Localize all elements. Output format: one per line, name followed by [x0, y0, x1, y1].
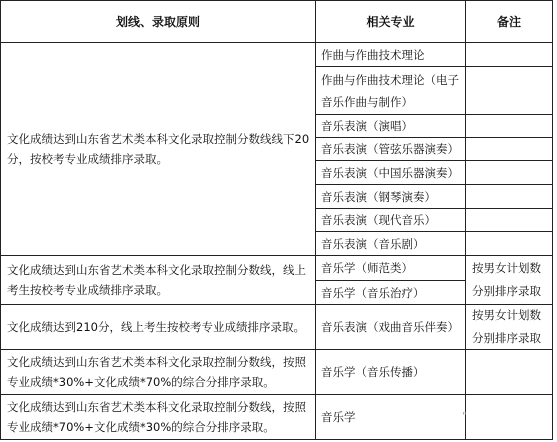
major-cell: 音乐表演（戏曲音乐伴奏） [316, 305, 466, 350]
stray-mark: " [462, 411, 467, 422]
major-cell: 音乐学（音乐传播） [316, 350, 466, 395]
rule-cell-1: 文化成绩达到山东省艺术类本科文化录取控制分数线线下20分，按校考专业成绩排序录取。 [1, 43, 316, 256]
major-cell: 音乐表演（音乐剧） [316, 232, 466, 256]
rule-cell-2: 文化成绩达到山东省艺术类本科文化录取控制分数线，线上考生按校考专业成绩排序录取。 [1, 256, 316, 305]
major-cell: 音乐学（音乐治疗） [316, 281, 466, 305]
note-cell: 按男女计划数分别排序录取 [466, 256, 553, 305]
rule-cell-5: 文化成绩达到山东省艺术类本科文化录取控制分数线，按照专业成绩*70%+文化成绩*30%的综合分排序录取。 [1, 395, 316, 440]
header-major: 相关专业 [316, 1, 466, 43]
header-note: 备注 [466, 1, 553, 43]
major-cell: 音乐表演（现代音乐） [316, 209, 466, 232]
note-cell-empty [466, 67, 553, 115]
note-cell-empty [466, 209, 553, 232]
rule-cell-4: 文化成绩达到山东省艺术类本科文化录取控制分数线，按照专业成绩*30%+文化成绩*70%的综合分排序录取。 [1, 350, 316, 395]
note-cell-empty [466, 185, 553, 209]
rule-cell-3: 文化成绩达到210分，线上考生按校考专业成绩排序录取。 [1, 305, 316, 350]
major-cell: 音乐表演（中国乐器演奏） [316, 161, 466, 185]
major-cell: 作曲与作曲技术理论 [316, 43, 466, 67]
note-cell-empty [466, 115, 553, 138]
note-cell-empty [466, 43, 553, 67]
note-cell-empty [466, 350, 553, 395]
major-cell: 音乐表演（钢琴演奏） [316, 185, 466, 209]
major-cell: 音乐表演（管弦乐器演奏） [316, 138, 466, 161]
header-rule: 划线、录取原则 [1, 1, 316, 43]
major-cell: 音乐学 [316, 395, 466, 440]
note-cell-empty [466, 395, 553, 440]
note-cell: 按男女计划数分别排序录取 [466, 305, 553, 350]
major-cell: 作曲与作曲技术理论（电子音乐作曲与制作） [316, 67, 466, 115]
major-cell: 音乐学（师范类） [316, 256, 466, 281]
note-cell-empty [466, 232, 553, 256]
note-cell-empty [466, 161, 553, 185]
note-cell-empty [466, 138, 553, 161]
major-cell: 音乐表演（演唱） [316, 115, 466, 138]
